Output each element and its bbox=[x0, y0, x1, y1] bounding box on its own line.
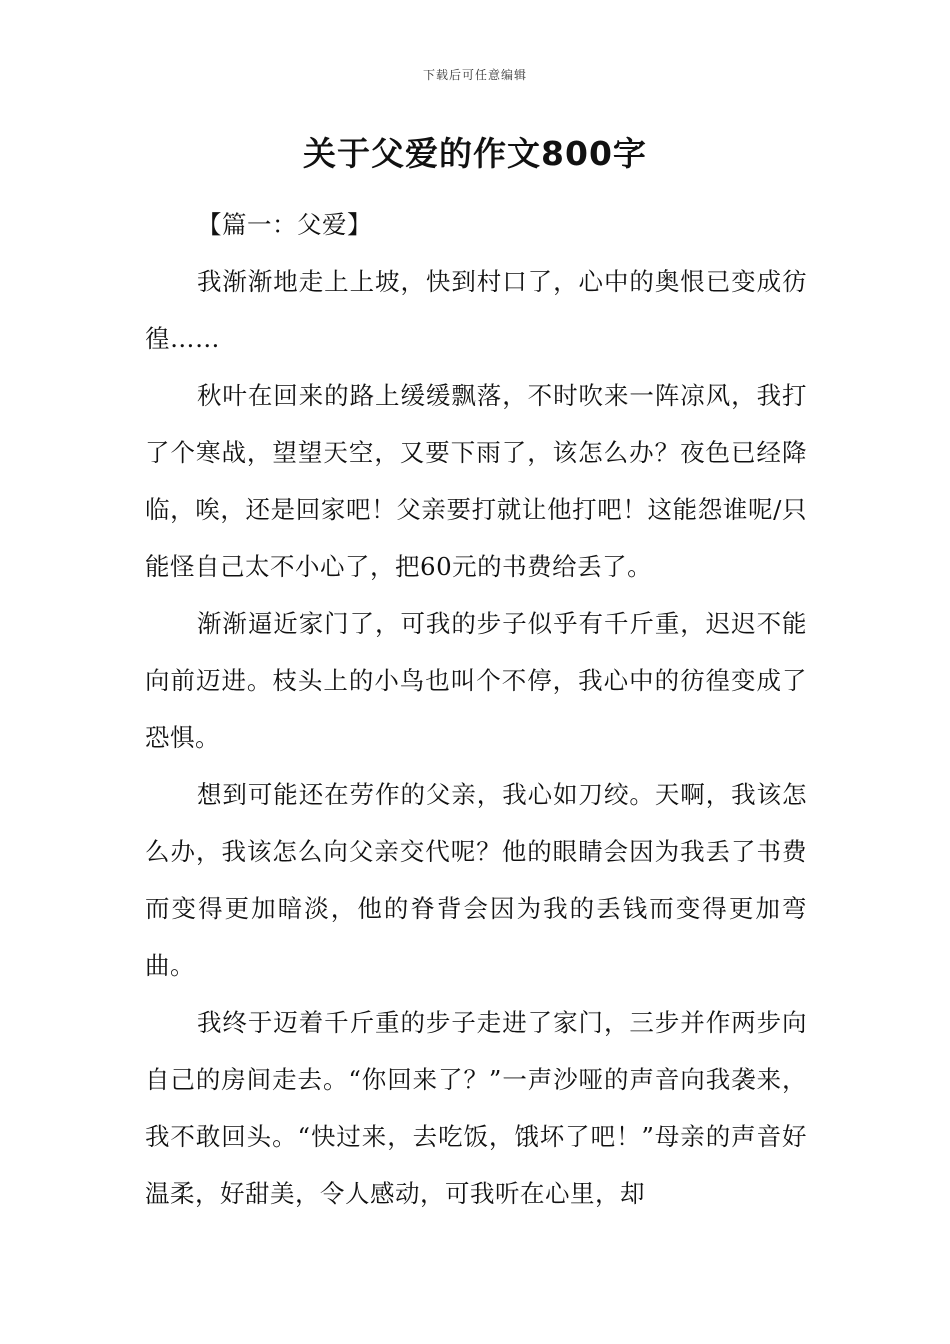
document-body bbox=[145, 196, 807, 1222]
header-note: 下载后可任意编辑 bbox=[422, 68, 527, 82]
paragraph-1: 我渐渐地走上上坡，快到村口了，心中的奥恨已变成彷徨…… bbox=[145, 267, 807, 353]
section-heading: 【篇一：父爱】 bbox=[197, 210, 372, 239]
paragraph-3: 渐渐逼近家门了，可我的步子似乎有千斤重，迟迟不能向前迈进。枝头上的小鸟也叫个不停，我心中的彷徨变成了恐惧。 bbox=[145, 609, 807, 752]
paragraph-5: 我终于迈着千斤重的步子走进了家门，三步并作两步向自己的房间走去。“你回来了？”一声沙哑的声音向我袭来，我不敢回头。“快过来，去吃饭，饿坏了吧！”母亲的声音好温柔，好甜美，令人感动，可我听在心里，却 bbox=[145, 1008, 807, 1208]
document-title: 关于父爱的作文800字 bbox=[303, 134, 647, 173]
paragraph-4: 想到可能还在劳作的父亲，我心如刀绞。天啊，我该怎么办，我该怎么向父亲交代呢？他的眼睛会因为我丢了书费而变得更加暗淡，他的脊背会因为我的丢钱而变得更加弯曲。 bbox=[145, 780, 807, 980]
paragraph-2: 秋叶在回来的路上缓缓飘落，不时吹来一阵凉风，我打了个寒战，望望天空，又要下雨了，该怎么办？夜色已经降临，唉，还是回家吧！父亲要打就让他打吧！这能怨谁呢/只能怪自己太不小心了，把60元的书费给丢了。 bbox=[145, 381, 807, 581]
